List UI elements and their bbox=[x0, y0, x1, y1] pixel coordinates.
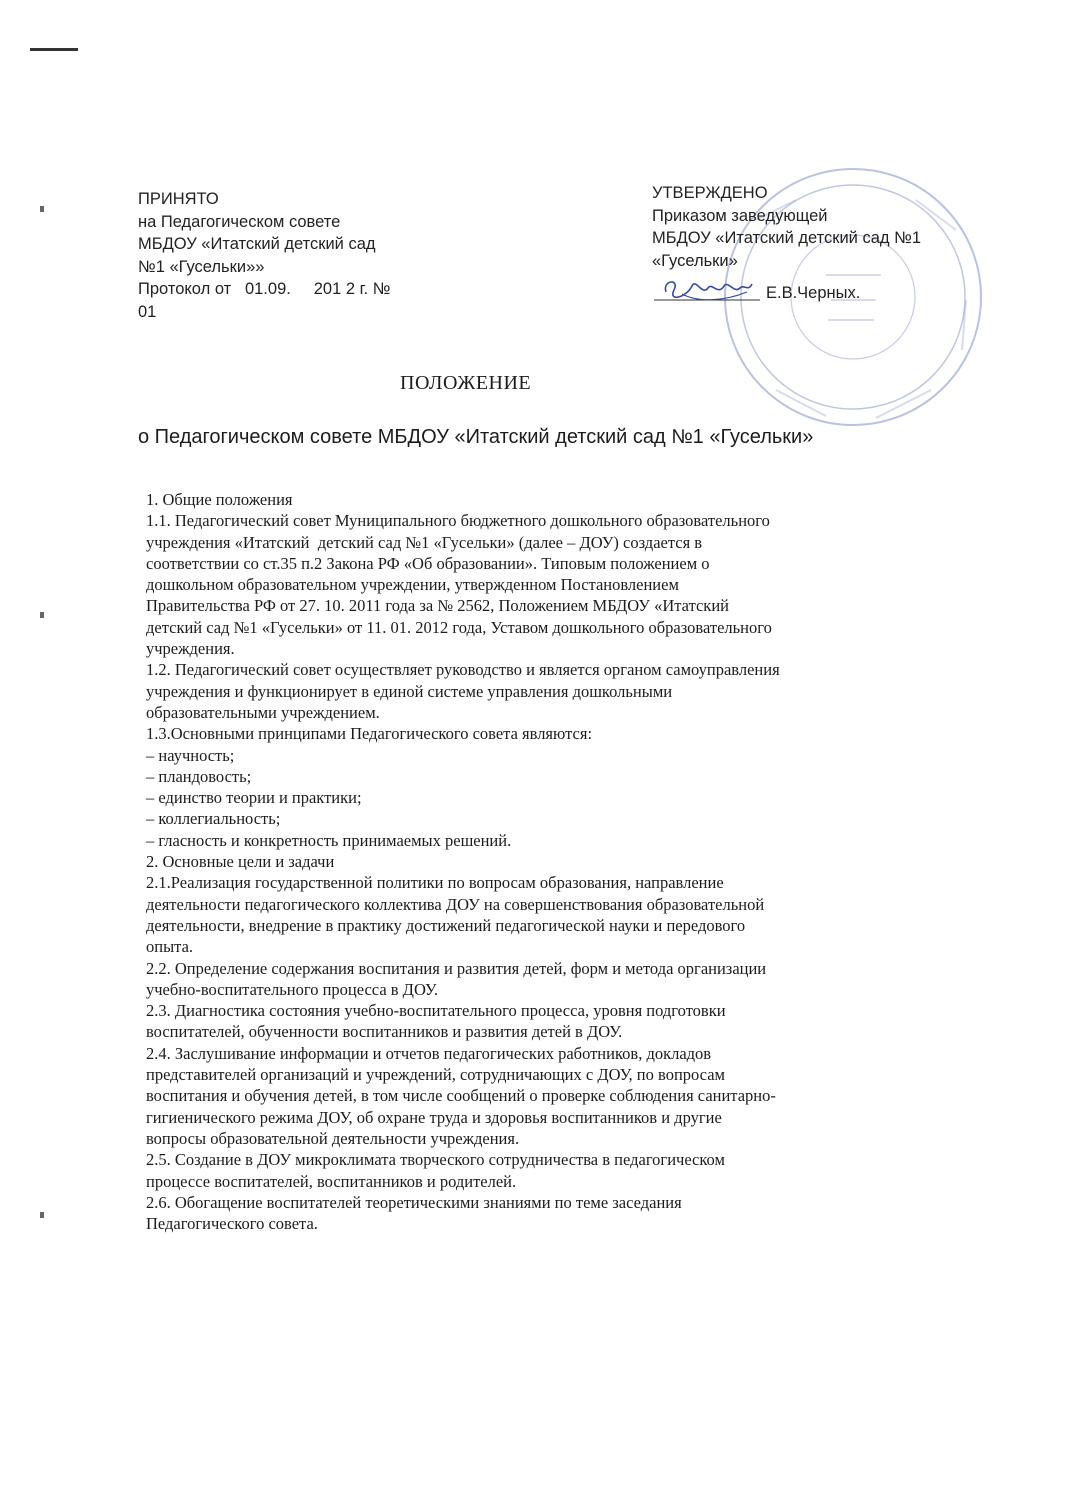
margin-dot bbox=[40, 612, 44, 618]
body-line: 1.1. Педагогический совет Муниципального бюджетного дошкольного образовательного bbox=[146, 511, 770, 531]
approved-line: УТВЕРЖДЕНО bbox=[652, 184, 768, 202]
body-line: 2.6. Обогащение воспитателей теоретическими знаниями по теме заседания bbox=[146, 1192, 682, 1212]
body-line: Правительства РФ от 27. 10. 2011 года за № 2562, Положением МБДОУ «Итатский bbox=[146, 596, 729, 616]
body-line: учреждения «Итатский детский сад №1 «Гусельки» (далее – ДОУ) создается в bbox=[146, 532, 703, 552]
body-line: учебно-воспитательного процесса в ДОУ. bbox=[146, 979, 439, 999]
body-line: 2. Основные цели и задачи bbox=[146, 852, 335, 872]
approved-line: Приказом заведующей bbox=[652, 206, 828, 225]
accepted-line: МБДОУ «Итатский детский сад bbox=[138, 235, 376, 253]
body-line: – единство теории и практики; bbox=[146, 788, 362, 808]
accepted-line: №1 «Гусельки»» bbox=[138, 257, 265, 276]
body-line: – научность; bbox=[146, 745, 235, 765]
margin-dot bbox=[40, 206, 44, 212]
document-subtitle: о Педагогическом совете МБДОУ «Итатский детский сад №1 «Гусельки» bbox=[138, 426, 814, 448]
body-line: 2.4. Заслушивание информации и отчетов педагогических работников, докладов bbox=[146, 1043, 712, 1063]
body-line: 2.2. Определение содержания воспитания и развития детей, форм и метода организации bbox=[146, 958, 767, 978]
margin-dot bbox=[40, 1212, 44, 1218]
body-line: – коллегиальность; bbox=[146, 809, 281, 829]
body-line: вопросы образовательной деятельности учреждения. bbox=[146, 1128, 520, 1148]
approved-line: «Гусельки» bbox=[652, 251, 738, 270]
approved-block bbox=[652, 182, 992, 304]
body-line: гигиенического режима ДОУ, об охране труда и здоровья воспитанников и другие bbox=[146, 1107, 722, 1127]
accepted-block bbox=[138, 188, 468, 323]
approved-line: МБДОУ «Итатский детский сад №1 bbox=[652, 229, 921, 247]
accepted-line: на Педагогическом совете bbox=[138, 212, 341, 231]
document-body bbox=[146, 489, 976, 1234]
accepted-line: ПРИНЯТО bbox=[138, 190, 219, 208]
body-line: 2.1.Реализация государственной политики по вопросам образования, направление bbox=[146, 873, 724, 893]
body-line: учреждения. bbox=[146, 639, 235, 659]
body-line: – пландовость; bbox=[146, 766, 252, 786]
signature-line bbox=[652, 272, 992, 304]
document-title: ПОЛОЖЕНИЕ bbox=[400, 372, 532, 394]
body-line: учреждения и функционирует в единой системе управления дошкольными bbox=[146, 681, 673, 701]
body-line: 1. Общие положения bbox=[146, 490, 293, 509]
accepted-line: 01 bbox=[138, 302, 157, 321]
body-line: воспитателей, обученности воспитанников и развития детей в ДОУ. bbox=[146, 1022, 623, 1042]
body-line: воспитания и обучения детей, в том числе сообщений о проверке соблюдения санитарно- bbox=[146, 1086, 776, 1106]
body-line: 1.2. Педагогический совет осуществляет руководство и является органом самоуправления bbox=[146, 660, 780, 680]
body-line: представителей организаций и учреждений, сотрудничающих с ДОУ, по вопросам bbox=[146, 1065, 725, 1085]
body-line: 2.3. Диагностика состояния учебно-воспитательного процесса, уровня подготовки bbox=[146, 1001, 726, 1021]
body-line: Педагогического совета. bbox=[146, 1214, 318, 1234]
body-line: деятельности педагогического коллектива ДОУ на совершенствования образовательной bbox=[146, 894, 765, 914]
body-line: процессе воспитателей, воспитанников и родителей. bbox=[146, 1171, 517, 1191]
body-line: деятельности, внедрение в практику достижений педагогической науки и передового bbox=[146, 915, 746, 935]
signer-name: Е.В.Черных. bbox=[766, 283, 861, 302]
body-line: 1.3.Основными принципами Педагогического совета являются: bbox=[146, 724, 593, 744]
body-line: – гласность и конкретность принимаемых решений. bbox=[146, 830, 512, 850]
body-line: образовательными учреждением. bbox=[146, 702, 380, 722]
body-line: соответствии со ст.35 п.2 Закона РФ «Об образовании». Типовым положением о bbox=[146, 553, 710, 573]
scan-mark bbox=[30, 48, 78, 51]
accepted-line: Протокол от 01.09. 201 2 г. № bbox=[138, 280, 391, 298]
body-line: 2.5. Создание в ДОУ микроклимата творческого сотрудничества в педагогическом bbox=[146, 1150, 725, 1170]
handwritten-signature bbox=[652, 274, 762, 304]
body-line: опыта. bbox=[146, 937, 194, 957]
body-line: детский сад №1 «Гусельки» от 11. 01. 2012 года, Уставом дошкольного образовательного bbox=[146, 617, 772, 637]
body-line: дошкольном образовательном учреждении, утвержденном Постановлением bbox=[146, 575, 679, 595]
